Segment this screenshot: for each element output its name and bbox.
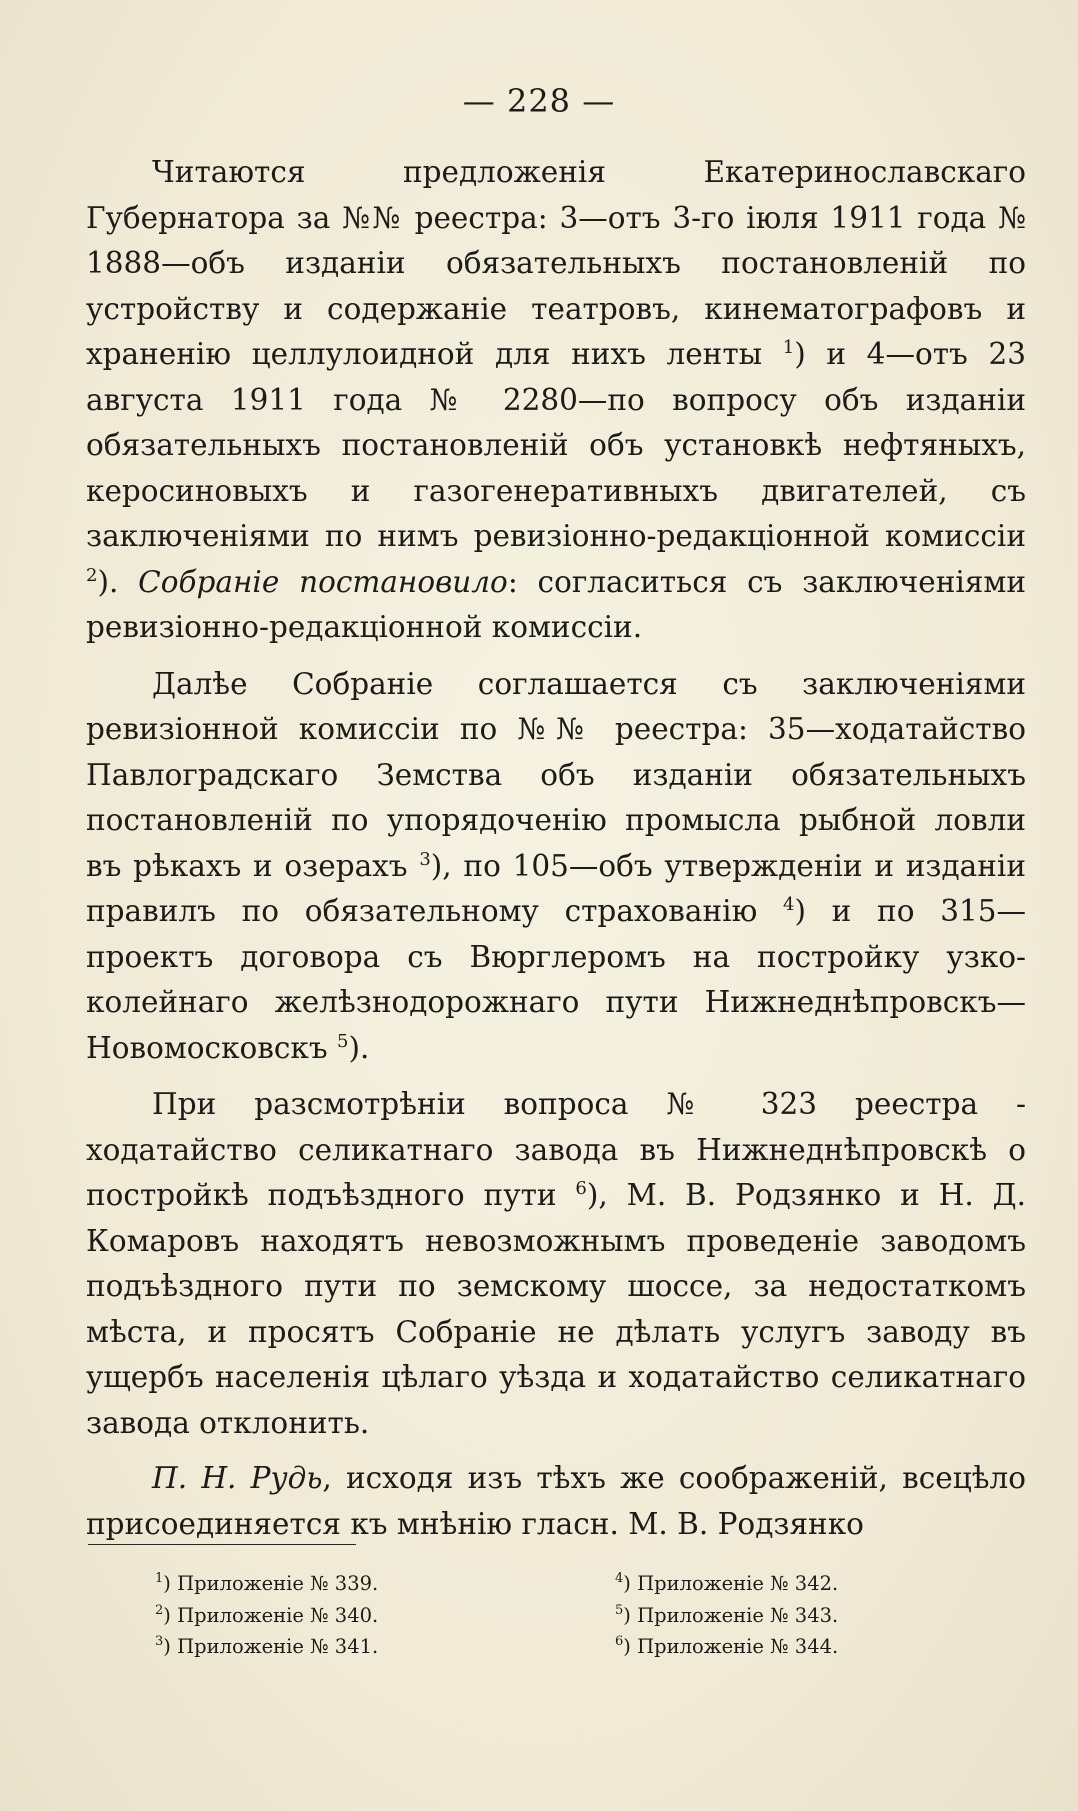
footnote-divider: [88, 1544, 356, 1545]
footnote-mark: 3: [155, 1634, 164, 1649]
text-run: ) и 4—отъ 23 августа 1911 года № 2280—по вопросу объ изданіи обязательныхъ постановленій объ установкѣ нефтяныхъ, керосиновыхъ и газогенеративныхъ двигателей, съ заключеніями по нимъ ревизіонно-редакціонной комиссіи: [86, 337, 1026, 553]
text-run: , исходя изъ тѣхъ же соображеній, всецѣло присоединяется къ мнѣнію гласн. М. В. Родзянко: [86, 1461, 1026, 1541]
text-run: При разсмотрѣніи вопроса № 323 реестра - ходатайство селикатнаго завода въ Нижнеднѣпровскѣ о постройкѣ подъѣздного пути: [86, 1087, 1026, 1212]
footnote-mark: 6: [615, 1634, 624, 1649]
footnote: [615, 1600, 838, 1632]
text-run: : согласиться съ заключеніями ревизіонно-редакціонной комиссіи.: [86, 564, 1027, 644]
footnote: [615, 1568, 838, 1600]
footnote: [155, 1600, 378, 1632]
text-run: ).: [97, 564, 139, 599]
footnote-text: ) Приложеніе № 343.: [623, 1603, 839, 1627]
footnote: [615, 1631, 838, 1663]
footnote-text: ) Приложеніе № 344.: [623, 1635, 839, 1658]
italic-text: Собраніе постановило: [138, 564, 508, 599]
text-run: ) и по 315—проектъ договора съ Вюрглеромъ на постройку узко-колейнаго желѣзнодорожнаго пути Нижнеднѣпровскъ—Новомосковскъ: [86, 894, 1026, 1065]
paragraph-2: [86, 662, 1026, 1072]
footnote-text: ) Приложеніе № 342.: [623, 1572, 839, 1595]
footnote-reference: 5: [337, 1030, 349, 1052]
main-text: [86, 150, 1026, 1547]
text-run: Далѣе Собраніе соглашается съ заключеніями ревизіонной комиссіи по №№ реестра: 35—ходатайство Павлоградскаго Земства объ изданіи обязательныхъ постановленій по упорядоченію промысла рыбной ловли въ рѣкахъ и озерахъ: [86, 666, 1026, 883]
footnote-reference: 2: [86, 564, 98, 586]
footnote-reference: 6: [575, 1178, 587, 1199]
footnote-text: ) Приложеніе № 339.: [163, 1572, 379, 1595]
italic-text: П. Н. Рудь: [152, 1461, 323, 1495]
footnote-reference: 3: [419, 848, 431, 870]
footnotes-left-column: [155, 1568, 378, 1663]
text-run: ), по 105—объ утвержденіи и изданіи правилъ по обязательному страхованію: [86, 848, 1026, 928]
footnote-mark: 4: [615, 1571, 624, 1586]
footnotes-right-column: [615, 1568, 838, 1663]
footnote-mark: 2: [155, 1602, 164, 1618]
footnote-reference: 1: [782, 337, 795, 358]
footnote-text: ) Приложеніе № 340.: [163, 1603, 379, 1627]
text-run: ), М. В. Родзянко и Н. Д. Комаровъ находятъ невозможнымъ проведеніе заводомъ подъѣздного пути по земскому шоссе, за недостаткомъ мѣста, и просятъ Собраніе не дѣлать услугъ заводу въ ущербъ населенія цѣлаго уѣзда и ходатайство селикатнаго завода отклонить.: [86, 1178, 1027, 1440]
page-number: — 228 —: [462, 82, 616, 120]
text-run: Читаются предложенія Екатеринославскаго Губернатора за №№ реестра: 3—отъ 3-го іюля 1911 года № 1888—объ изданіи обязательныхъ постановленій по устройству и содержаніе театровъ, кинематографовъ и храненію целлулоидной для нихъ ленты: [86, 155, 1026, 371]
footnote: [155, 1568, 378, 1600]
text-run: ).: [348, 1030, 370, 1065]
paragraph-4: [86, 1456, 1026, 1547]
footnote-mark: 5: [615, 1602, 624, 1618]
footnote-text: ) Приложеніе № 341.: [163, 1635, 379, 1658]
footnote-mark: 1: [155, 1571, 164, 1586]
footnote: [155, 1631, 378, 1663]
footnote-reference: 4: [783, 894, 795, 915]
paragraph-3: [86, 1082, 1026, 1446]
paragraph-1: [86, 150, 1026, 651]
